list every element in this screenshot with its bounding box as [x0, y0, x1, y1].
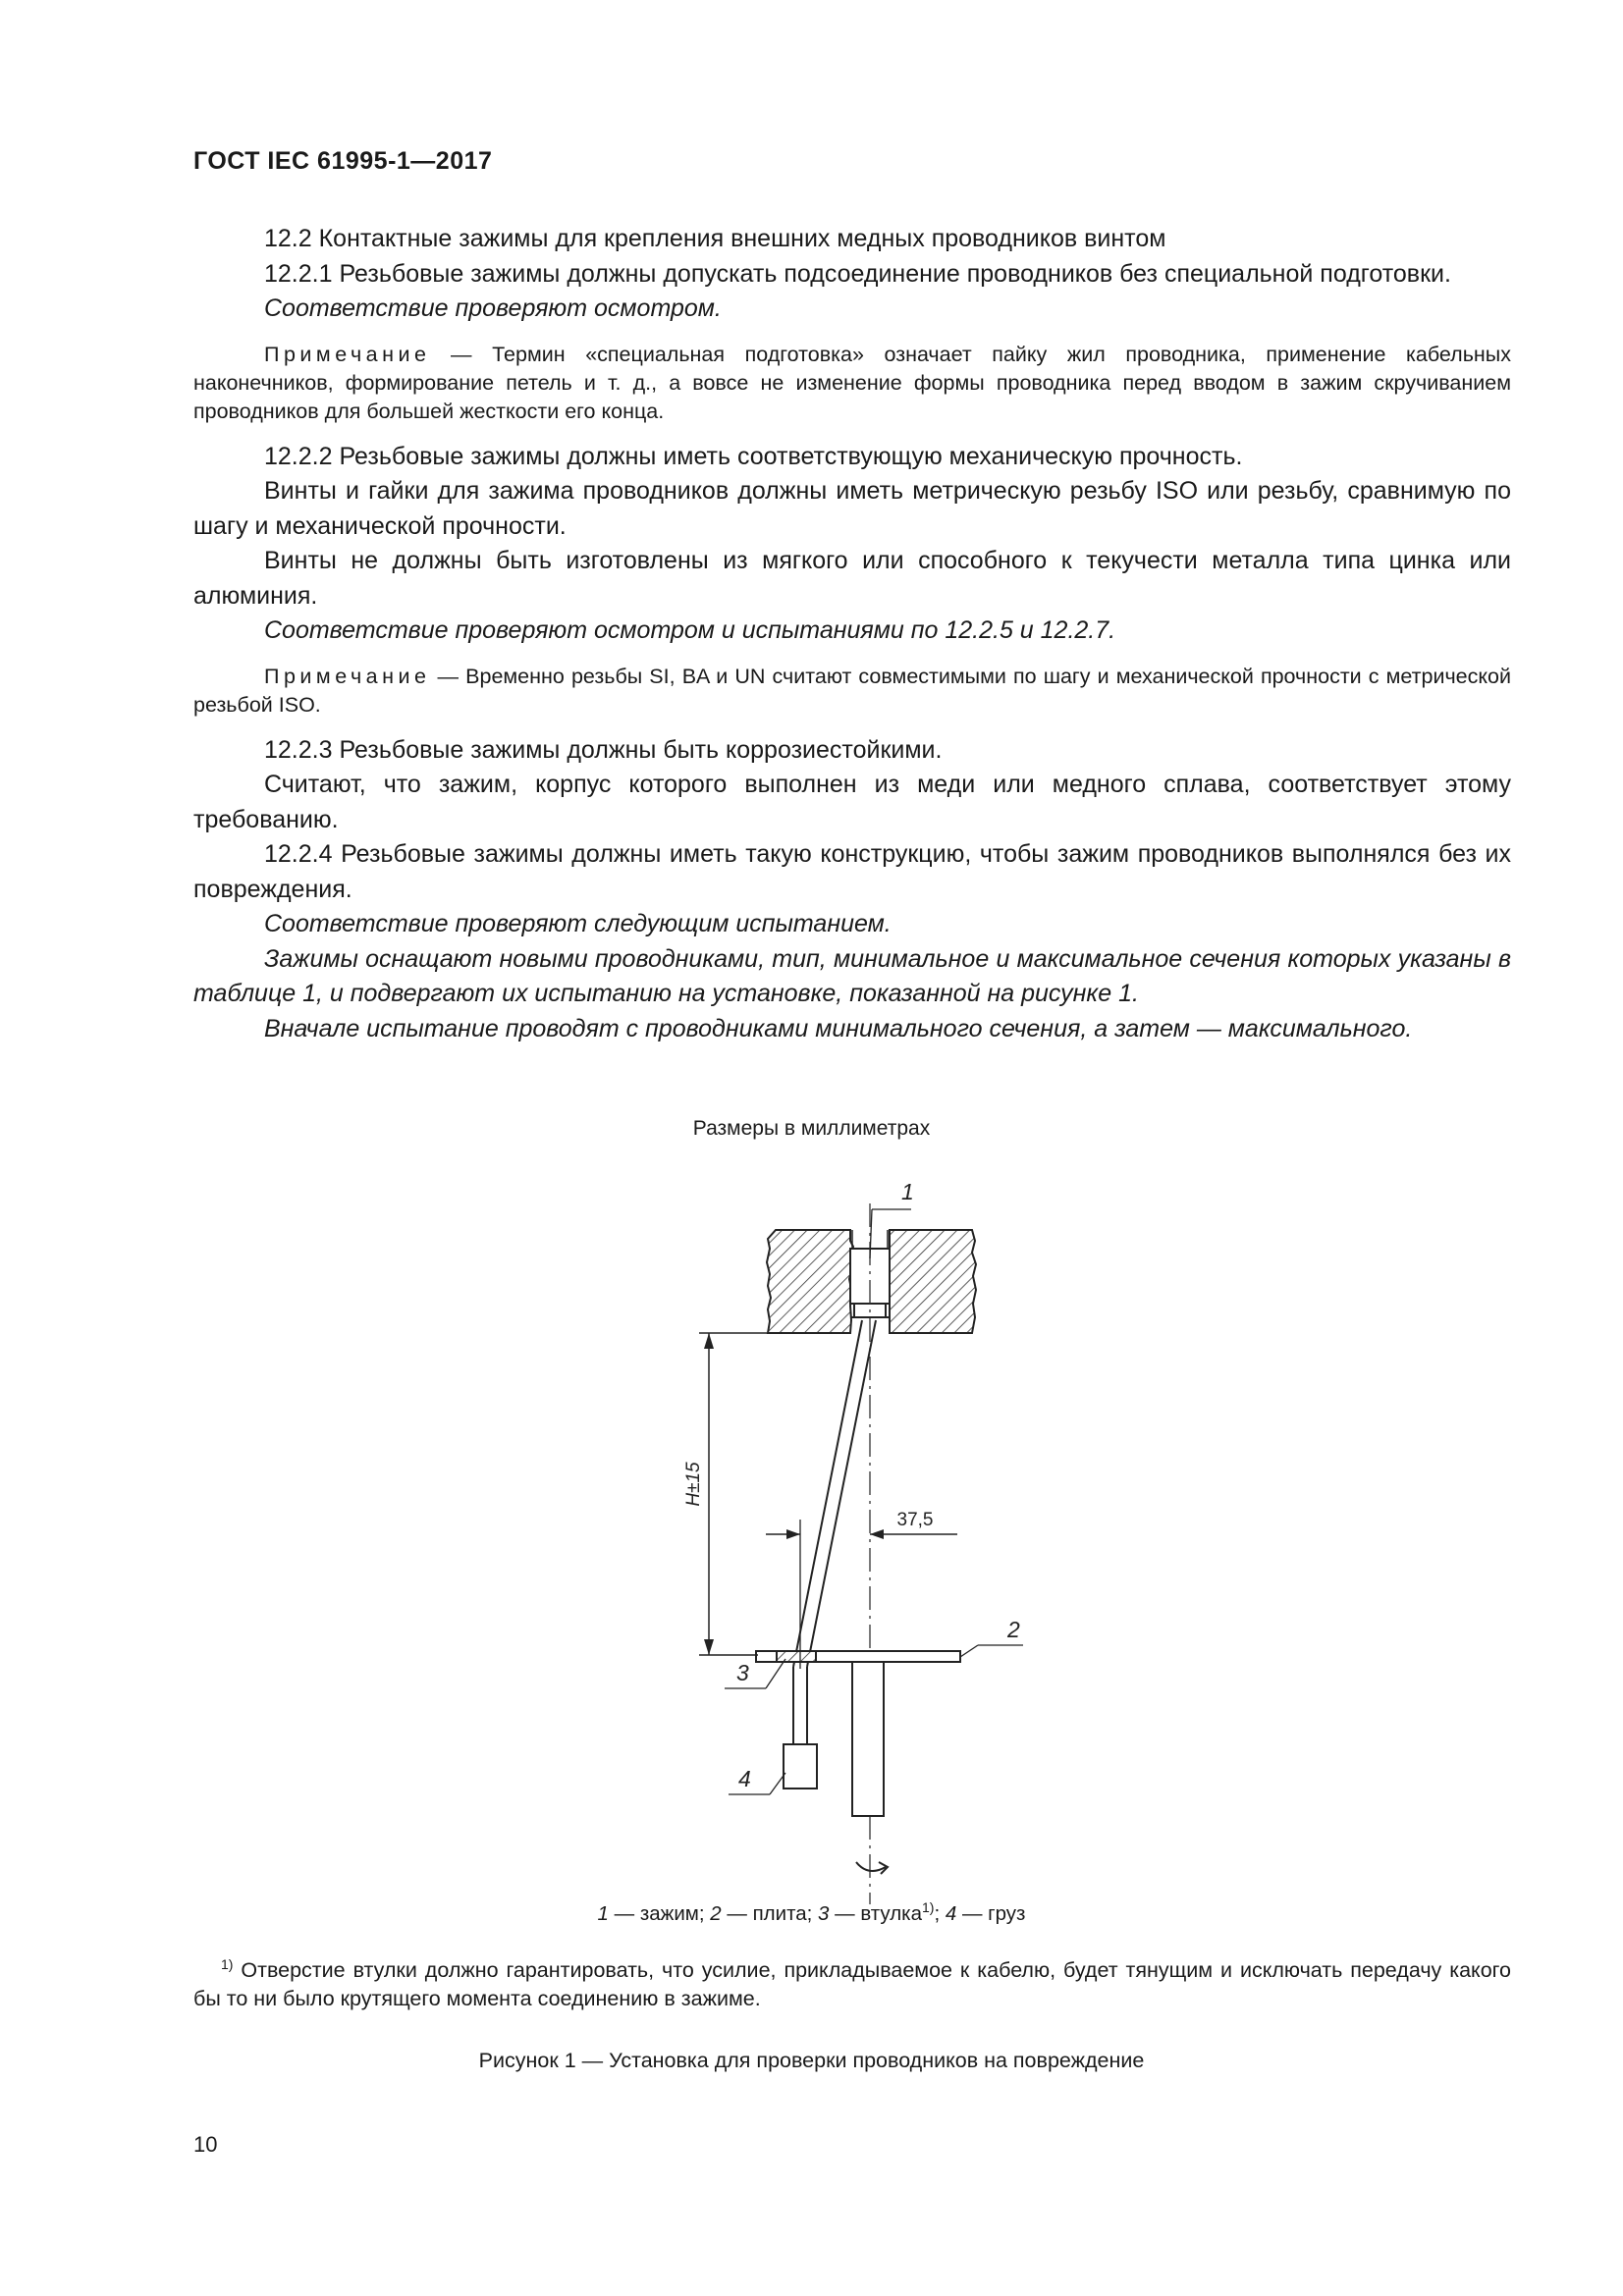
figure-test-setup [0, 1109, 1623, 1973]
document-header: ГОСТ IEC 61995-1—2017 [193, 147, 493, 175]
offset-dimension [766, 1520, 957, 1669]
clause-12-2-3: 12.2.3 Резьбовые зажимы должны быть коррозиестойкими. [264, 735, 943, 764]
test-procedure-text: Зажимы оснащают новыми проводниками, тип, минимальное и максимальное сечения которых указаны в таблице 1, и подвергают их испытанию на установке, показанной на рисунке 1. [193, 944, 1511, 1007]
label-3: 3 [736, 1660, 749, 1685]
dimensions-note: Размеры в миллиметрах [692, 1117, 931, 1140]
note-1-label: Примечание [264, 342, 431, 366]
clause-12-2-1: 12.2.1 Резьбовые зажимы должны допускать подсоединение проводников без специальной подготовки. [264, 259, 1451, 288]
footnote [193, 1950, 1511, 2013]
label-2: 2 [1007, 1617, 1020, 1642]
bushing [777, 1651, 816, 1662]
note-1-text: — Термин «специальная подготовка» означает пайку жил проводника, применение кабельных наконечников, формирование петель и т. д., а вовсе не изменение формы проводника перед вводом в зажим скручиванием проводников для большей жесткости его конца. [193, 342, 1511, 423]
figure-legend: 1 — зажим; 2 — плита; 3 — втулка$^{1)}$; 4 — груз [597, 1899, 1026, 1925]
weight [784, 1744, 817, 1789]
body-text [193, 222, 1511, 1046]
section-12-2: 12.2 Контактные зажимы для крепления внешних медных проводников винтом [264, 225, 1166, 252]
compliance-check-3: Соответствие проверяют следующим испытанием. [264, 910, 892, 937]
note-1 [193, 341, 1511, 426]
offset-label: 37,5 [896, 1510, 934, 1530]
note-2 [193, 663, 1511, 720]
height-dimension [699, 1333, 768, 1655]
screws-thread-text: Винты и гайки для зажима проводников должны иметь метрическую резьбу ISO или резьбу, сравнимую по шагу и механической прочности. [193, 477, 1511, 540]
note-2-text: — Временно резьбы SI, BA и UN считают совместимыми по шагу и механической прочности с метрической резьбой ISO. [193, 664, 1511, 717]
clause-12-2-4: 12.2.4 Резьбовые зажимы должны иметь такую конструкцию, чтобы зажим проводников выполнялся без их повреждения. [193, 840, 1511, 903]
shaft [852, 1662, 884, 1816]
figure-caption: Рисунок 1 — Установка для проверки проводников на повреждение [478, 2049, 1145, 2072]
screws-material-text: Винты не должны быть изготовлены из мягкого или способного к текучести металла типа цинка или алюминия. [193, 547, 1511, 610]
test-order-text: Вначале испытание проводят с проводниками минимального сечения, а затем — максимального. [264, 1014, 1413, 1042]
compliance-check-2: Соответствие проверяют осмотром и испытаниями по 12.2.5 и 12.2.7. [264, 616, 1116, 644]
page-number: 10 [193, 2132, 218, 2157]
height-label: H±15 [683, 1462, 704, 1507]
compliance-check-1: Соответствие проверяют осмотром. [264, 294, 722, 322]
label-1: 1 [901, 1179, 914, 1204]
footnote-text: Отверстие втулки должно гарантировать, что усилие, прикладываемое к кабелю, будет тянущим и исключать передачу какого бы то ни было крутящего момента соединению в зажиме. [193, 1958, 1511, 2011]
clamp-block [767, 1230, 976, 1333]
clause-12-2-2: 12.2.2 Резьбовые зажимы должны иметь соответствующую механическую прочность. [264, 442, 1243, 470]
label-4: 4 [738, 1766, 751, 1791]
copper-text: Считают, что зажим, корпус которого выполнен из меди или медного сплава, соответствует этому требованию. [193, 771, 1511, 833]
footnote-mark: 1) [221, 1956, 234, 1972]
note-2-label: Примечание [264, 664, 431, 688]
